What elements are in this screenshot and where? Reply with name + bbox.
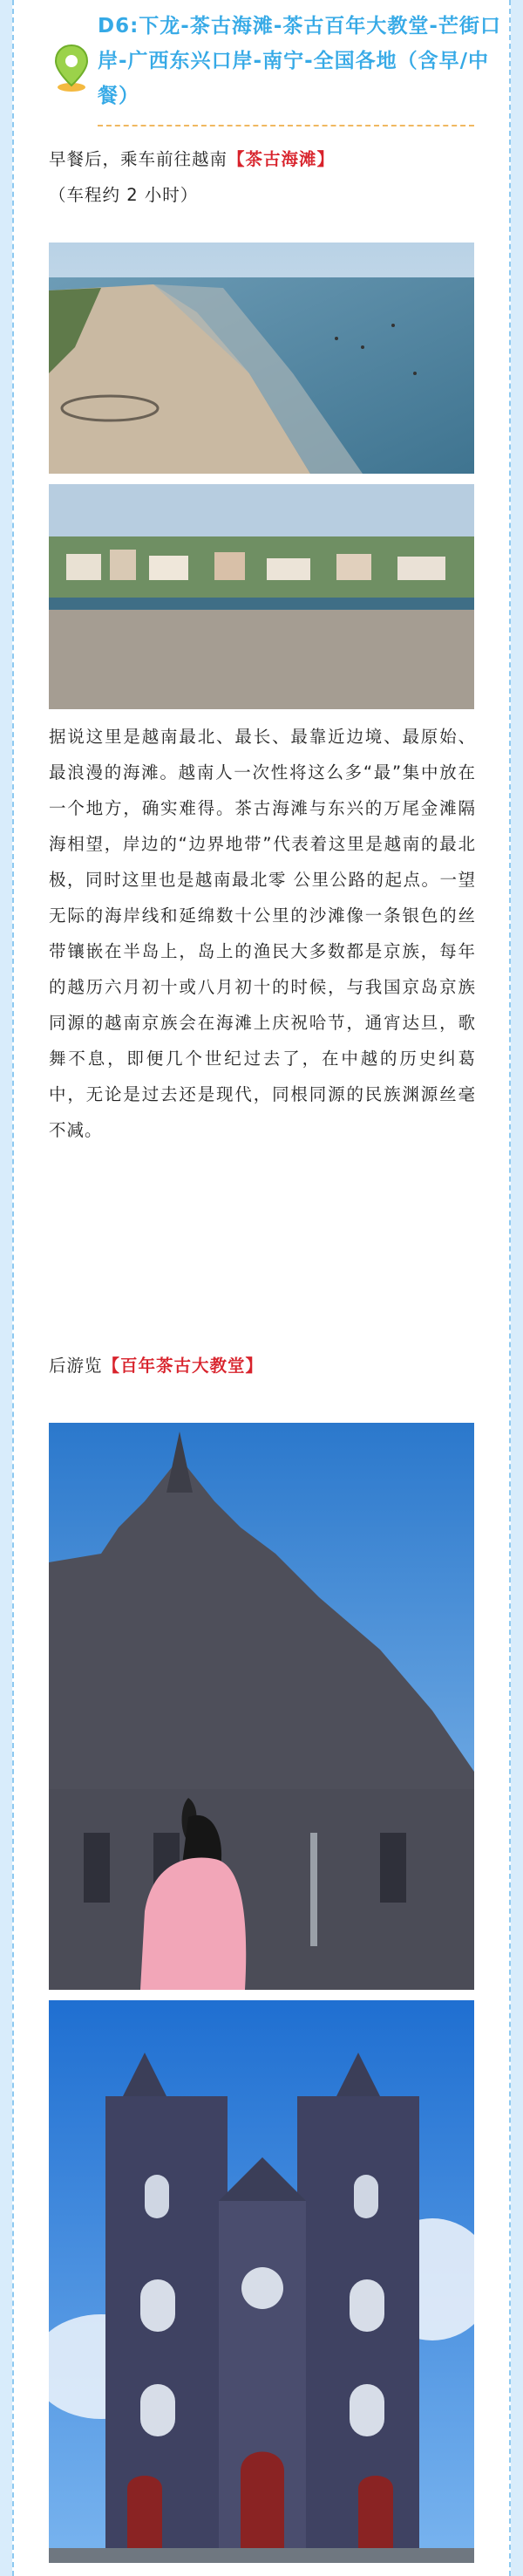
intro-paragraph xyxy=(49,141,476,213)
beach-town-photo xyxy=(49,484,474,709)
drive-time: （车程约 2 小时） xyxy=(49,185,199,205)
church-highlight: 【百年茶古大教堂】 xyxy=(102,1356,264,1376)
intro-text: 早餐后，乘车前往越南 xyxy=(49,149,228,169)
next-paragraph xyxy=(49,1348,476,1384)
title-divider xyxy=(98,125,474,126)
beach-aerial-photo xyxy=(49,243,474,474)
description-paragraph: 据说这里是越南最北、最长、最靠近边境、最原始、最浪漫的海滩。越南人一次性将这么多“最”集中放在一个地方，确实难得。茶古海滩与东兴的万尾金滩隔海相望，岸边的“边界地带”代表着这里是越南的最北极，同时这里也是越南最北零 公里公路的起点。一望无际的海岸线和延绵数十公里的沙滩像一条银色的丝带镶嵌在半岛上，岛上的渔民大多数都是京族，每年的越历六月初十或八月初十的时候，与我国京岛京族同源的越南京族会在海滩上庆祝哈节，通宵达旦，歌舞不息，即便几个世纪过去了，在中越的历史纠葛中，无论是过去还是现代，同根同源的民族渊源丝毫不减。 xyxy=(49,727,476,1140)
day-title: D6:下龙-茶古海滩-茶古百年大教堂-芒街口岸-广西东兴口岸-南宁-全国各地（含早/中餐） xyxy=(98,15,501,107)
beach-highlight: 【茶古海滩】 xyxy=(228,149,336,169)
day-header xyxy=(40,0,501,129)
next-text: 后游览 xyxy=(49,1356,103,1376)
church-visitor-photo xyxy=(49,1423,474,1990)
location-pin-icon xyxy=(52,42,91,92)
church-facade-photo xyxy=(49,2000,474,2563)
